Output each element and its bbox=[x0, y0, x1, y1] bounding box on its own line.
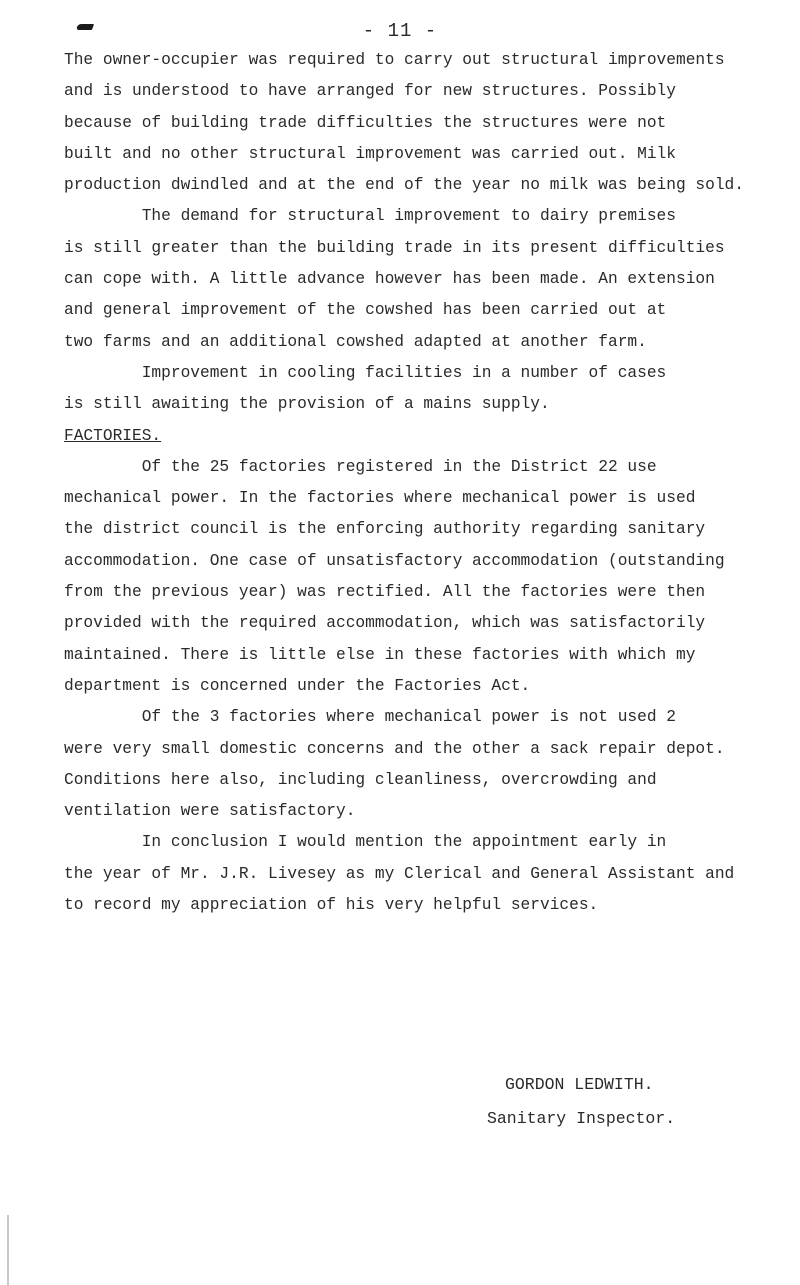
body-line: is still greater than the building trade in its present difficulties bbox=[64, 238, 725, 257]
body-line: The demand for structural improvement to dairy premises bbox=[64, 207, 676, 226]
body-line: The owner-occupier was required to carry out structural improvements bbox=[64, 51, 725, 69]
body-line: Conditions here also, including cleanliness, overcrowding and bbox=[64, 770, 657, 789]
body-line: from the previous year) was rectified. All the factories were then bbox=[64, 583, 706, 602]
body-line: two farms and an additional cowshed adapted at another farm. bbox=[64, 332, 647, 351]
body-line: provided with the required accommodation, which was satisfactorily bbox=[64, 614, 706, 633]
body-line: were very small domestic concerns and the other a sack repair depot. bbox=[64, 739, 725, 758]
body-line: Of the 25 factories registered in the District 22 use bbox=[64, 457, 657, 476]
page-number: - 11 - bbox=[362, 20, 438, 42]
body-line: ventilation were satisfactory. bbox=[64, 802, 356, 821]
body-line: is still awaiting the provision of a mains supply. bbox=[64, 395, 550, 414]
section-heading: FACTORIES. bbox=[64, 426, 162, 445]
body-line: In conclusion I would mention the appointment early in bbox=[64, 833, 667, 852]
body-line: accommodation. One case of unsatisfactory accommodation (outstanding bbox=[64, 551, 725, 570]
body-line: because of building trade difficulties the structures were not bbox=[64, 113, 667, 132]
body-line: can cope with. A little advance however has been made. An extension bbox=[64, 270, 715, 289]
body-line: production dwindled and at the end of the year no milk was being sold. bbox=[64, 176, 744, 195]
body-line: the district council is the enforcing authority regarding sanitary bbox=[64, 520, 706, 539]
signature-name: GORDON LEDWITH. bbox=[505, 1075, 654, 1094]
body-line: Improvement in cooling facilities in a number of cases bbox=[64, 363, 667, 382]
body-line: built and no other structural improvement was carried out. Milk bbox=[64, 144, 676, 163]
body-text bbox=[64, 45, 754, 921]
page-edge-mark bbox=[7, 1215, 9, 1285]
body-line: Of the 3 factories where mechanical power is not used 2 bbox=[64, 708, 676, 727]
body-line: maintained. There is little else in these factories with which my bbox=[64, 645, 696, 664]
body-line: and general improvement of the cowshed has been carried out at bbox=[64, 301, 667, 320]
body-line: the year of Mr. J.R. Livesey as my Clerical and General Assistant and bbox=[64, 864, 735, 883]
body-line: and is understood to have arranged for new structures. Possibly bbox=[64, 82, 676, 101]
body-line: to record my appreciation of his very helpful services. bbox=[64, 896, 599, 915]
body-line: mechanical power. In the factories where mechanical power is used bbox=[64, 489, 696, 508]
signature-title: Sanitary Inspector. bbox=[487, 1109, 676, 1128]
body-line: department is concerned under the Factories Act. bbox=[64, 676, 531, 695]
